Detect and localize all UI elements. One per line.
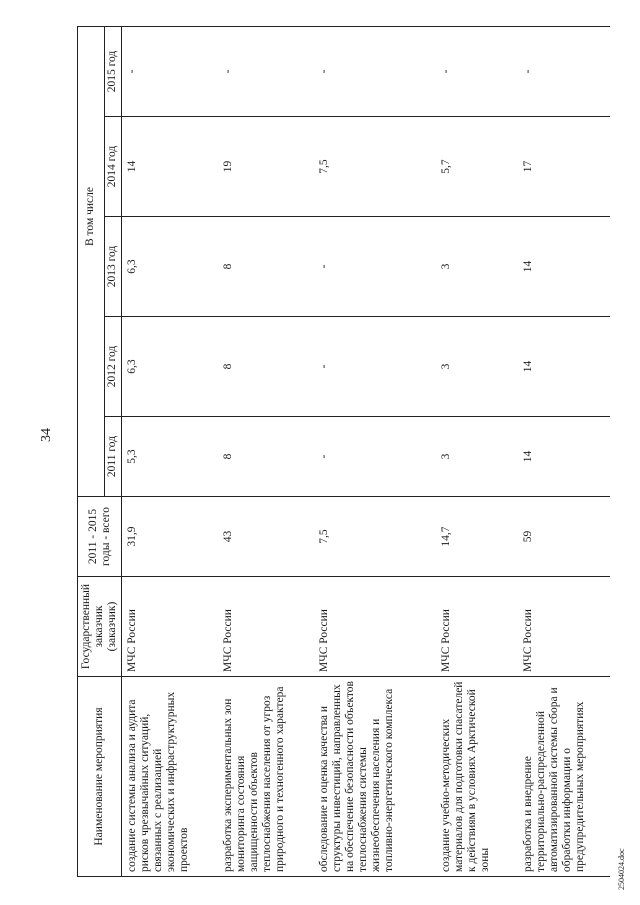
table-row: [122, 27, 221, 877]
header-year-2014: 2014 год: [104, 117, 121, 217]
table-row: [520, 27, 610, 877]
value-2012-cell: -: [316, 317, 438, 417]
measure-name: создание учебно-методических материалов для подготовки спасателей к действиям в условиях Арктической зоны: [438, 677, 520, 877]
value-2015-cell: -: [438, 27, 520, 117]
measure-name: разработка экспериментальных зон мониторинга состояния защищенности объектов теплоснабжения населения от угроз природного и техногенного характера: [220, 677, 316, 877]
header-total: 2011 - 2015 годы - всего: [78, 497, 122, 577]
value-2014-cell: 17: [520, 117, 610, 217]
value-2015-cell: -: [122, 27, 221, 117]
customer-cell: МЧС России: [438, 577, 520, 677]
document-code: 2504024.doc: [617, 848, 626, 890]
value-2013-cell: -: [316, 217, 438, 317]
total-cell: 43: [220, 497, 316, 577]
header-customer: Государственный заказчик (заказчик): [78, 577, 122, 677]
header-year-2013: 2013 год: [104, 217, 121, 317]
value-2014-cell: 5,7: [438, 117, 520, 217]
table-row: [220, 27, 316, 877]
value-2011-cell: 8: [220, 417, 316, 497]
measure-name: разработка и внедрение территориально-распределенной автоматизированной системы сбора и обработки информации о предупредительных мероприятиях: [520, 677, 610, 877]
value-2013-cell: 14: [520, 217, 610, 317]
value-2013-cell: 6,3: [122, 217, 221, 317]
header-year-2011: 2011 год: [104, 417, 121, 497]
customer-cell: МЧС России: [316, 577, 438, 677]
total-cell: 14,7: [438, 497, 520, 577]
header-including: В том числе: [78, 117, 105, 317]
value-2013-cell: 3: [438, 217, 520, 317]
value-2012-cell: 8: [220, 317, 316, 417]
value-2015-cell: -: [316, 27, 438, 117]
value-2015-cell: -: [520, 27, 610, 117]
total-cell: 31,9: [122, 497, 221, 577]
customer-cell: МЧС России: [520, 577, 610, 677]
header-year-2015: 2015 год: [104, 27, 121, 117]
value-2015-cell: -: [220, 27, 316, 117]
header-year-2012: 2012 год: [104, 317, 121, 417]
value-2011-cell: 5,3: [122, 417, 221, 497]
customer-cell: МЧС России: [220, 577, 316, 677]
value-2011-cell: -: [316, 417, 438, 497]
measure-name: создание системы анализа и аудита рисков чрезвычайных ситуаций, связанных с реализацией экономических и инфраструктурных проектов: [122, 677, 221, 877]
value-2014-cell: 7,5: [316, 117, 438, 217]
total-cell: 7,5: [316, 497, 438, 577]
value-2013-cell: 8: [220, 217, 316, 317]
value-2014-cell: 19: [220, 117, 316, 217]
value-2014-cell: 14: [122, 117, 221, 217]
measure-name: обследование и оценка качества и структуры инвестиций, направленных на обеспечение безопасности объектов теплоснабжения системы жизнеобеспечения населения и топливно-энергетического комплекса: [316, 677, 438, 877]
header-blank-1: [78, 417, 105, 497]
header-name: Наименование мероприятия: [78, 677, 122, 877]
value-2011-cell: 14: [520, 417, 610, 497]
rotated-page-content: [77, 27, 627, 877]
header-blank-2: [78, 317, 105, 417]
customer-cell: МЧС России: [122, 577, 221, 677]
value-2012-cell: 14: [520, 317, 610, 417]
value-2011-cell: 3: [438, 417, 520, 497]
value-2012-cell: 3: [438, 317, 520, 417]
header-blank-3: [78, 27, 105, 117]
page-number: 34: [39, 428, 54, 442]
total-cell: 59: [520, 497, 610, 577]
table-row: [316, 27, 438, 877]
table-row: [438, 27, 520, 877]
value-2012-cell: 6,3: [122, 317, 221, 417]
measures-table: [77, 26, 610, 877]
